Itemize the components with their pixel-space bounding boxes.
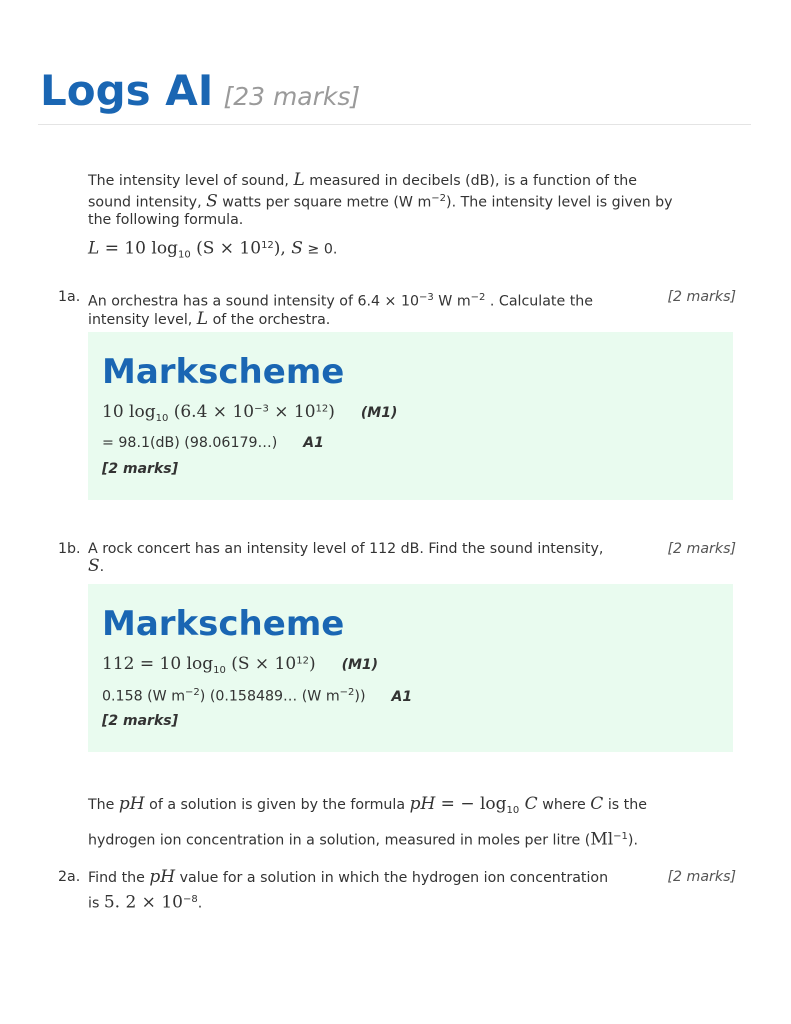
question-text: [88, 541, 638, 576]
q-text: of the orchestra.: [208, 311, 331, 328]
ms-math: 10 log: [102, 402, 156, 422]
markscheme-total: [2 marks]: [102, 461, 178, 477]
question-marks: [2 marks]: [667, 869, 736, 885]
ph-text: hydrogen ion concentration in a solution, measured in moles per litre (: [88, 832, 591, 849]
ph-intro-paragraph: [88, 791, 733, 854]
ms-text: ) (0.158489… (W m: [199, 688, 340, 705]
mark-tag: (M1): [360, 405, 398, 421]
intensity-formula: [88, 237, 738, 264]
unit: Ml: [590, 829, 614, 850]
ms-math: ): [308, 654, 316, 674]
ms-math: × 10: [268, 402, 316, 422]
question-number: 1a.: [58, 289, 81, 305]
intro-paragraph: [88, 172, 738, 263]
var-pH: pH: [149, 867, 176, 887]
ph-text: The: [88, 797, 119, 813]
q-text: intensity level,: [88, 311, 197, 328]
q-text: is: [88, 895, 104, 912]
exponent: −3: [419, 292, 434, 303]
markscheme-line: [102, 402, 397, 424]
formula-sub: 10: [177, 249, 191, 261]
ph-text: where: [537, 797, 591, 813]
intro-text: sound intensity,: [88, 194, 207, 211]
formula-part: (S × 10: [190, 238, 262, 259]
markscheme-line: [102, 435, 324, 451]
question-text: [88, 866, 658, 915]
var-C: C: [590, 794, 604, 814]
q-text: Find the: [88, 870, 150, 886]
ms-math: (6.4 × 10: [168, 402, 255, 422]
q-text: W m: [433, 293, 471, 310]
question-number: 2a.: [58, 869, 81, 885]
value: 5. 2 × 10: [103, 892, 183, 913]
intro-text: the following formula.: [88, 211, 244, 228]
ph-text: is the: [603, 797, 647, 813]
intro-text: The intensity level of sound,: [88, 173, 294, 189]
exponent: −2: [431, 193, 447, 204]
q-text: .: [99, 559, 105, 575]
intro-text: measured in decibels (dB), is a function of the: [304, 173, 637, 189]
markscheme-heading: Markscheme: [102, 604, 345, 644]
markscheme-1b: [88, 584, 733, 752]
exponent: −1: [613, 830, 628, 842]
ms-sup: −3: [254, 403, 269, 415]
ms-sup: −2: [339, 687, 355, 698]
ms-math: ): [328, 402, 335, 422]
markscheme-line: [102, 654, 378, 676]
formula-part: pH: [409, 794, 436, 814]
markscheme-1a: [88, 332, 733, 500]
title-divider: [38, 124, 751, 125]
mark-tag: A1: [303, 435, 324, 451]
ms-sup: 12: [296, 655, 309, 667]
ms-sub: 10: [155, 412, 169, 424]
ms-math: (S × 10: [225, 654, 297, 674]
mark-tag: A1: [391, 688, 413, 705]
formula-sub: 10: [506, 804, 520, 816]
markscheme-total: [2 marks]: [102, 713, 178, 729]
ms-text: )): [354, 688, 366, 705]
q-text: value for a solution in which the hydrogen ion concentration: [175, 870, 609, 886]
intro-text: ). The intensity level is given by: [446, 194, 673, 211]
var-pH: pH: [118, 794, 145, 814]
ms-text: = 98.1(dB) (98.06179…): [102, 435, 278, 451]
ms-text: 0.158 (W m: [102, 688, 186, 705]
question-marks: [2 marks]: [667, 289, 736, 305]
q-text: A rock concert has an intensity level of 112 dB. Find the sound intensity,: [88, 541, 604, 557]
title-text: Logs AI: [40, 66, 214, 115]
formula-part: ),: [273, 238, 292, 259]
title-marks: [23 marks]: [223, 82, 361, 111]
ph-text: ).: [627, 832, 638, 849]
q-text: An orchestra has a sound intensity of 6.4 × 10: [88, 293, 420, 310]
var-L: L: [293, 170, 305, 190]
ms-sup: −2: [185, 687, 200, 698]
var-S: S: [88, 556, 100, 576]
formula-part: = − log: [435, 794, 507, 814]
q-text: .: [197, 895, 203, 912]
markscheme-line: [102, 687, 412, 705]
ms-sub: 10: [213, 664, 226, 676]
var-S: S: [206, 191, 218, 212]
intro-text: watts per square metre (W m: [217, 194, 432, 211]
ms-sup: 12: [315, 403, 329, 415]
formula-sup: 12: [261, 239, 274, 251]
ph-text: of a solution is given by the formula: [144, 797, 410, 813]
formula-part: C: [519, 794, 538, 814]
question-number: 1b.: [58, 541, 81, 557]
formula-part: S: [291, 238, 303, 259]
var-L: L: [196, 308, 209, 329]
formula-part: L: [88, 238, 100, 259]
formula-part: = 10 log: [99, 238, 178, 259]
markscheme-heading: Markscheme: [102, 352, 345, 392]
formula-part: ≥ 0.: [302, 241, 338, 258]
question-marks: [2 marks]: [667, 541, 736, 557]
mark-tag: (M1): [341, 657, 379, 673]
question-text: [88, 289, 638, 329]
exponent: −2: [470, 292, 486, 303]
ms-math: 112 = 10 log: [102, 654, 214, 674]
q-text: . Calculate the: [485, 293, 593, 310]
exponent: −8: [182, 894, 198, 905]
page-title: [40, 66, 360, 115]
